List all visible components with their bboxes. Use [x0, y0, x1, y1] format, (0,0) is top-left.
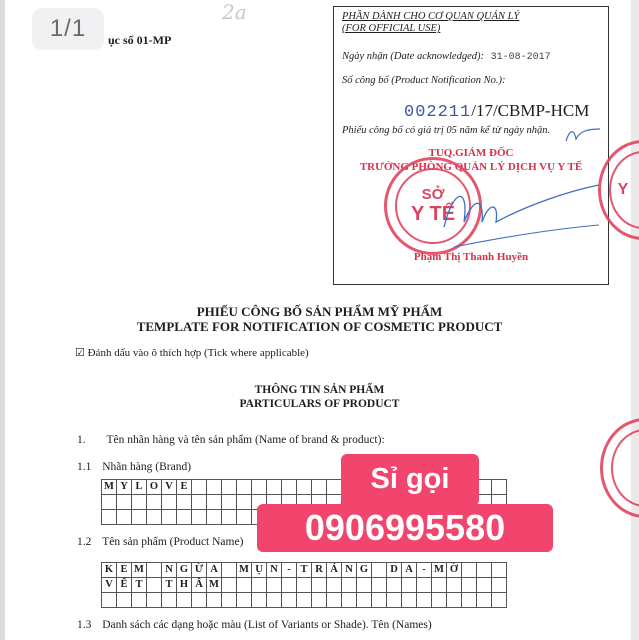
- initials-icon: [564, 125, 604, 145]
- item-label: Danh sách các dạng hoặc màu (List of Variants or Shade). Tên (Names): [102, 619, 432, 631]
- stamp-text-2: Y TẾ: [410, 203, 456, 225]
- side-stamp-bottom: [600, 418, 639, 518]
- form-code: ục số 01-MP: [108, 33, 172, 47]
- section-title-en: PARTICULARS OF PRODUCT: [239, 398, 400, 410]
- stamp-text-1: SỞ: [421, 186, 445, 203]
- number-suffix: /17/CBMP-HCM: [471, 101, 590, 120]
- product-row-1: K E M N G Ừ A M Ụ N - T R Á N G D A - M Ờ: [102, 563, 507, 578]
- date-acknowledged: [342, 51, 551, 63]
- title-vi: PHIẾU CÔNG BỐ SẢN PHẨM MỸ PHẨM: [196, 304, 443, 319]
- item-1-3: [77, 619, 432, 631]
- date-value: 31-08-2017: [490, 52, 551, 63]
- item-1-1: [77, 461, 191, 473]
- item-label: Tên sản phẩm (Product Name): [102, 536, 244, 548]
- notification-number: [404, 101, 589, 122]
- item-number: 1.3: [77, 619, 92, 631]
- item-label: Tên nhãn hàng và tên sản phẩm (Name of brand & product):: [106, 434, 385, 446]
- section-title: [0, 383, 639, 411]
- promo-line-1: Sỉ gọi: [341, 454, 479, 506]
- sign-title-2: TRƯỞNG PHÒNG QUẢN LÝ DỊCH VỤ Y TẾ: [359, 161, 583, 173]
- validity-note: Phiếu công bố có giá trị 05 năm kể từ ngày nhận.: [342, 125, 551, 136]
- item-number: 1.: [77, 434, 86, 446]
- item-number: 1.1: [77, 461, 92, 473]
- product-row-3: [102, 593, 507, 608]
- sign-title-1: TUQ.GIÁM ĐỐC: [428, 147, 514, 159]
- title-en: TEMPLATE FOR NOTIFICATION OF COSMETIC PRODUCT: [136, 319, 503, 334]
- promo-phone: 0906995580: [257, 504, 553, 552]
- item-label: Nhãn hàng (Brand): [102, 461, 192, 473]
- official-box-title: [342, 11, 519, 35]
- item-1-2: [77, 536, 243, 548]
- item-number: 1.2: [77, 536, 92, 548]
- handwritten-note: 2a: [222, 0, 247, 24]
- section-title-vi: THÔNG TIN SẢN PHẨM: [254, 384, 385, 396]
- page-counter: 1/1: [32, 8, 104, 50]
- tick-instruction: ☑ Đánh dấu vào ô thích hợp (Tick where applicable): [75, 347, 309, 359]
- official-title-en: (FOR OFFICIAL USE): [342, 23, 441, 34]
- signer-name: Phạm Thị Thanh Huyền: [413, 251, 529, 263]
- product-name-grid: [101, 562, 507, 608]
- official-use-box: [333, 6, 609, 285]
- document-title: [0, 304, 639, 334]
- brand-row-1: M Y L O V E: [102, 480, 507, 495]
- signature-icon: [434, 167, 604, 257]
- notification-number-label: Số công bố (Product Notification No.):: [342, 75, 506, 86]
- date-label: Ngày nhận (Date acknowledged):: [342, 51, 485, 62]
- number-value: 002211: [404, 103, 472, 122]
- side-stamp-top: Y: [598, 140, 639, 240]
- official-title-vi: PHẦN DÀNH CHO CƠ QUAN QUẢN LÝ: [342, 11, 520, 22]
- product-row-2: V Ế T T H Â M: [102, 578, 507, 593]
- item-1: [77, 434, 385, 446]
